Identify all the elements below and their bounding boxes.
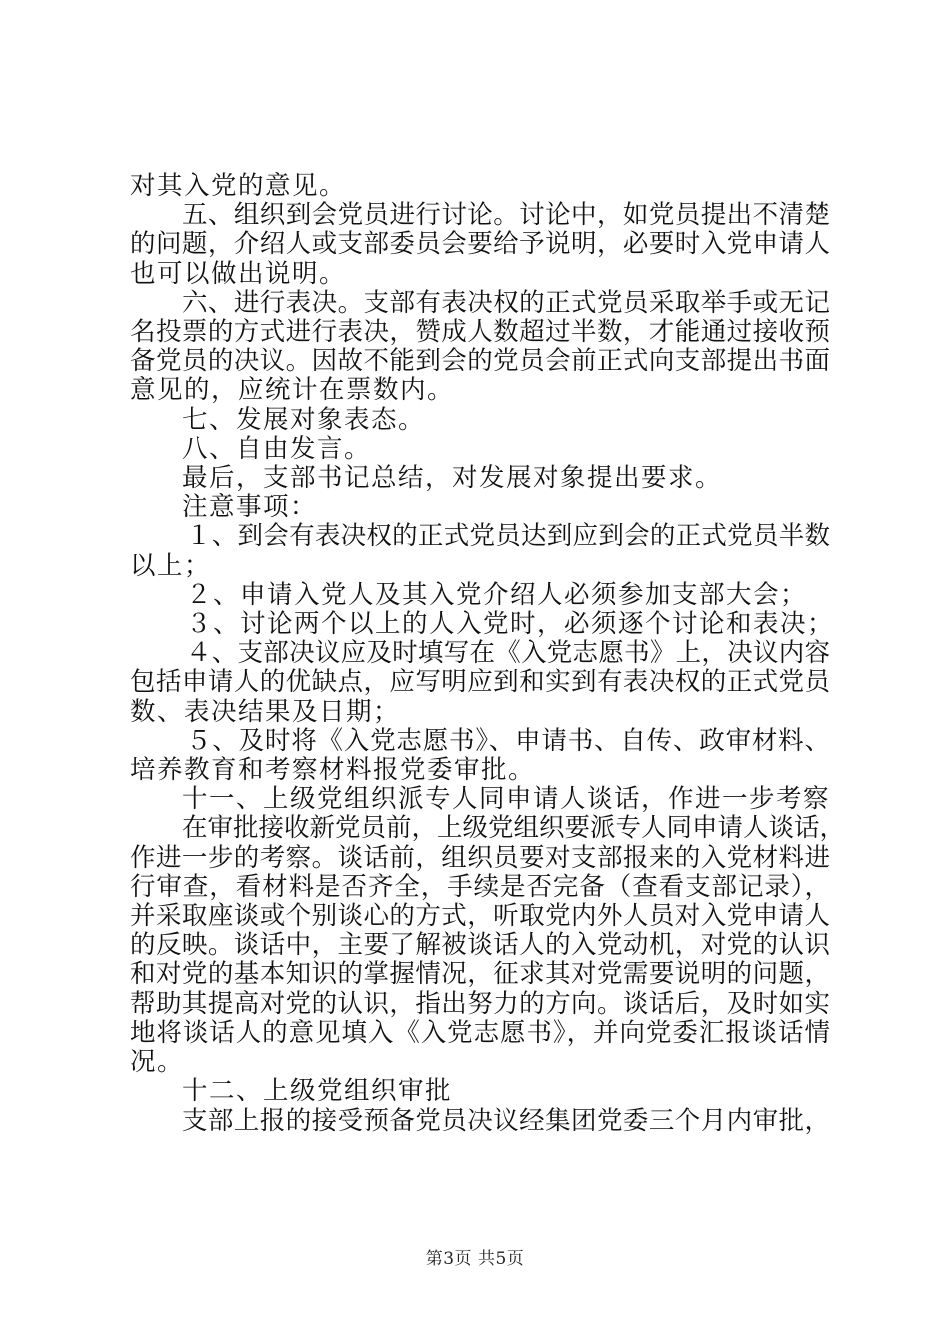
paragraph-line: 最后，支部书记总结，对发展对象提出要求。 [182,463,723,494]
paragraph-line: 注意事项： [182,492,318,523]
paragraph-line: 以上； [130,550,212,581]
page-number-footer: 第3页 共5页 [425,1249,525,1269]
paragraph-line: 行审查，看材料是否齐全，手续是否完备（查看支部记录）， [130,871,830,902]
section-heading: 十一、上级党组织派专人同申请人谈话，作进一步考察 [182,784,831,815]
document-body [130,171,846,1136]
paragraph-line: 支部上报的接受预备党员决议经集团党委三个月内审批， [182,1105,830,1136]
paragraph-line: ５、及时将《入党志愿书》、申请书、自传、政审材料、 [186,725,830,756]
paragraph-line: 数、表决结果及日期； [130,696,401,727]
paragraph-line: 和对党的基本知识的掌握情况，征求其对党需要说明的问题， [130,959,830,990]
section-heading: 十二、上级党组织审批 [182,1076,453,1107]
paragraph-line: 五、组织到会党员进行讨论。讨论中，如党员提出不清楚 [182,200,830,231]
paragraph-line: 六、进行表决。支部有表决权的正式党员采取举手或无记 [182,287,830,318]
paragraph-line: 八、自由发言。 [182,433,372,464]
paragraph-line: 在审批接收新党员前，上级党组织要派专人同申请人谈话， [182,813,846,844]
paragraph-line: 包括申请人的优缺点，应写明应到和实到有表决权的正式党员 [130,667,830,698]
paragraph-line: 并采取座谈或个别谈心的方式，听取党内外人员对入党申请人 [130,901,830,932]
paragraph-line: 七、发展对象表态。 [182,404,426,435]
paragraph-line: ２、申请入党人及其入党介绍人必须参加支部大会； [186,579,808,610]
paragraph-line: 地将谈话人的意见填入《入党志愿书》，并向党委汇报谈话情 [130,1017,830,1048]
paragraph-line: 意见的，应统计在票数内。 [130,375,455,406]
paragraph-line: 的问题，介绍人或支部委员会要给予说明，必要时入党申请人 [130,229,830,260]
paragraph-line: １、到会有表决权的正式党员达到应到会的正式党员半数 [186,521,830,552]
paragraph-line: 的反映。谈话中，主要了解被谈话人的入党动机，对党的认识 [130,930,830,961]
paragraph-line: 名投票的方式进行表决，赞成人数超过半数，才能通过接收预 [130,317,830,348]
paragraph-line: ４、支部决议应及时填写在《入党志愿书》上，决议内容 [186,638,830,669]
paragraph-line: 对其入党的意见。 [130,171,347,201]
paragraph-line: 帮助其提高对党的认识，指出努力的方向。谈话后，及时如实 [130,988,830,1019]
paragraph-line: ３、讨论两个以上的人入党时，必须逐个讨论和表决； [186,609,835,640]
paragraph-line: 作进一步的考察。谈话前，组织员要对支部报来的入党材料进 [130,842,830,873]
paragraph-line: 备党员的决议。因故不能到会的党员会前正式向支部提出书面 [130,346,830,377]
paragraph-line: 也可以做出说明。 [130,258,347,289]
paragraph-line: 况。 [130,1047,185,1078]
paragraph-line: 培养教育和考察材料报党委审批。 [130,755,536,786]
